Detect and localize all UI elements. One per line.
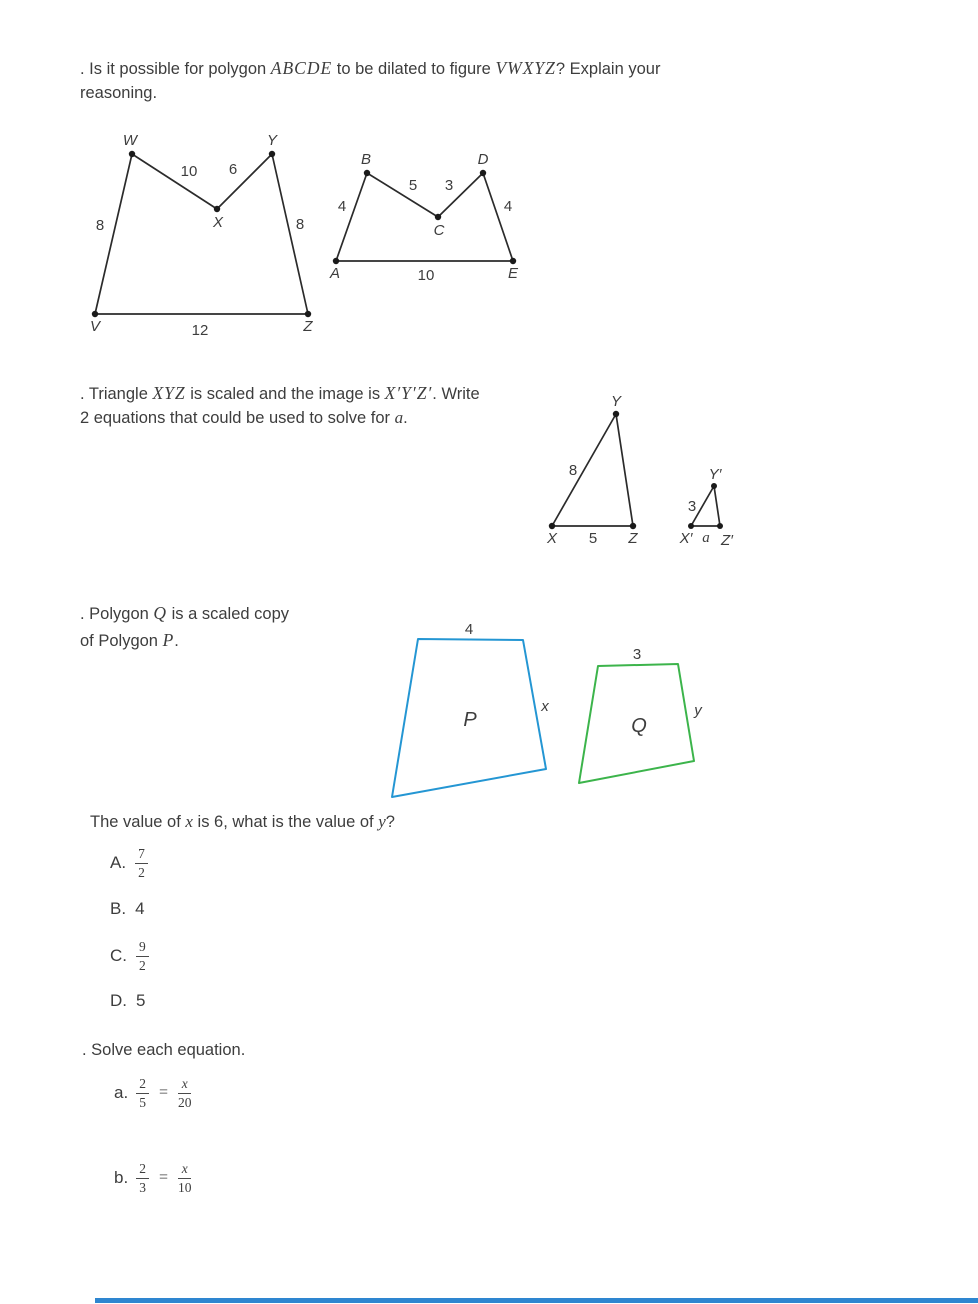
side-label-xpyp: 3: [687, 498, 697, 515]
vertex-label-y: Y: [266, 132, 278, 149]
choice-c-fraction: [136, 939, 149, 973]
vertex-label-z: Z: [628, 530, 638, 547]
choice-d-value: 5: [136, 991, 146, 1010]
side-label-vz: 12: [191, 322, 209, 339]
q2-image-xpypzp: X′Y′Z′: [384, 383, 433, 403]
equals-sign: =: [158, 1169, 168, 1187]
vertex-label-b: B: [360, 151, 372, 168]
equation-b-label: b.: [114, 1168, 129, 1188]
vertex-dot-y: [613, 411, 619, 417]
q3-line2a: of Polygon: [80, 632, 163, 650]
fraction-denominator: 3: [139, 1179, 146, 1195]
side-label-yz: 8: [295, 216, 305, 233]
fraction-numerator: x: [178, 1161, 192, 1179]
bottom-page-rule: [95, 1298, 978, 1303]
polygon-vwxyz: [95, 154, 308, 314]
choice-c: [110, 939, 149, 973]
q2-line2end: .: [403, 409, 408, 427]
vertex-dot-d: [480, 170, 486, 176]
choice-a-fraction: [135, 846, 148, 880]
vertex-label-z: Z: [303, 318, 313, 335]
figure-polygons-p-q: [385, 612, 710, 807]
side-label-ae: 10: [417, 267, 435, 284]
side-label-bc: 5: [408, 177, 418, 194]
polygon-p-label: P: [463, 709, 477, 731]
q2-mid: is scaled and the image is: [185, 385, 385, 403]
fraction-numerator: 2: [136, 1076, 149, 1094]
vertex-label-x: X: [546, 530, 558, 547]
equals-sign: =: [158, 1084, 168, 1102]
fraction-denominator: 5: [139, 1094, 146, 1110]
side-label-xy: 8: [568, 462, 578, 479]
choice-b-label: B.: [110, 899, 127, 918]
q-top-side-label: 3: [632, 646, 642, 663]
q2-line2a: 2 equations that could be used to solve for: [80, 409, 395, 427]
equation-a-left-fraction: [136, 1076, 149, 1110]
question-3-text: [80, 600, 380, 654]
vertex-dot-y-prime: [711, 483, 717, 489]
q1-figure-vwxyz: VWXYZ: [495, 58, 556, 78]
choice-a: [110, 846, 148, 880]
fraction-denominator: 10: [177, 1179, 192, 1195]
question-1-text: [80, 56, 760, 105]
fraction-numerator: 2: [136, 1161, 149, 1179]
q1-mid: to be dilated to figure: [332, 60, 496, 78]
side-label-vw: 8: [95, 217, 105, 234]
vq-var-x: x: [185, 812, 193, 831]
side-label-cd: 3: [444, 177, 454, 194]
vertex-label-d: D: [477, 151, 489, 168]
q1-prefix: . Is it possible for polygon: [80, 60, 271, 78]
vertex-dot-a: [333, 258, 339, 264]
vertex-label-c: C: [433, 222, 445, 239]
fraction-denominator: 20: [177, 1094, 192, 1110]
vertex-dot-x: [214, 206, 220, 212]
vertex-dot-z: [305, 311, 311, 317]
q3-polygon-q: Q: [153, 603, 168, 623]
side-label-xpzp: a: [702, 530, 710, 546]
vertex-dot-v: [92, 311, 98, 317]
fraction-denominator: 2: [138, 864, 145, 880]
vertex-label-y: Y: [610, 395, 622, 410]
q2-var-a: a: [394, 408, 404, 427]
polygon-abcde: [336, 173, 513, 261]
q3-prefix: . Polygon: [80, 605, 154, 623]
question-2-text: [80, 381, 560, 430]
equation-a-right-fraction: [178, 1076, 192, 1110]
fraction-denominator: 2: [139, 957, 146, 973]
vq-suffix: ?: [385, 813, 395, 831]
vertex-dot-y: [269, 151, 275, 157]
fraction-numerator: 7: [135, 846, 148, 864]
vertex-label-w: W: [122, 132, 138, 149]
vertex-dot-z-prime: [717, 523, 723, 529]
equation-b-right-fraction: [178, 1161, 192, 1195]
side-label-xz: 5: [588, 530, 598, 547]
p-right-side-label: x: [541, 698, 549, 715]
equation-b-left-fraction: [136, 1161, 149, 1195]
choice-d-label: D.: [110, 991, 127, 1010]
q3-polygon-p: P: [162, 630, 175, 650]
q3-line2end: .: [174, 632, 179, 650]
p-top-side-label: 4: [464, 621, 474, 638]
vertex-dot-c: [435, 214, 441, 220]
vertex-label-v: V: [89, 318, 101, 335]
vertex-label-z-prime: Z′: [721, 532, 733, 549]
q1-polygon-abcde: ABCDE: [270, 58, 333, 78]
polygon-q-label: Q: [631, 715, 647, 737]
equation-a: [114, 1076, 191, 1110]
fraction-numerator: 9: [136, 939, 149, 957]
vertex-dot-w: [129, 151, 135, 157]
value-question-text: [90, 810, 590, 834]
equation-b: [114, 1161, 191, 1195]
vertex-dot-e: [510, 258, 516, 264]
solve-section-title: . Solve each equation.: [82, 1041, 246, 1059]
side-label-de: 4: [503, 198, 513, 215]
choice-b-value: 4: [135, 899, 145, 918]
choice-d: [110, 991, 145, 1011]
q1-line2: reasoning.: [80, 84, 158, 102]
q2-prefix: . Triangle: [80, 385, 153, 403]
choice-c-label: C.: [110, 946, 127, 966]
triangle-xyz: [552, 414, 633, 526]
side-label-ab: 4: [337, 198, 347, 215]
vertex-label-x: X: [212, 214, 224, 231]
vertex-label-x-prime: X′: [679, 530, 693, 547]
choice-b: [110, 899, 145, 919]
vq-prefix: The value of: [90, 813, 186, 831]
q3-mid: is a scaled copy: [167, 605, 290, 623]
vertex-label-e: E: [507, 265, 519, 282]
side-label-wx: 10: [180, 163, 198, 180]
vertex-dot-z: [630, 523, 636, 529]
vertex-label-y-prime: Y′: [708, 466, 722, 483]
figure-polygons-vwxyz-abcde: [70, 130, 530, 345]
vertex-dot-x-prime: [688, 523, 694, 529]
choice-a-label: A.: [110, 853, 127, 873]
side-label-xy: 6: [228, 161, 238, 178]
q-right-side-label: y: [694, 702, 702, 719]
equation-a-label: a.: [114, 1083, 129, 1103]
vertex-dot-b: [364, 170, 370, 176]
figure-triangles-xyz: [540, 395, 755, 555]
q1-suffix: ? Explain your: [555, 60, 661, 78]
vertex-dot-x: [549, 523, 555, 529]
vertex-label-a: A: [329, 265, 341, 282]
fraction-numerator: x: [178, 1076, 192, 1094]
q2-suffix: . Write: [432, 385, 480, 403]
q2-triangle-xyz: XYZ: [152, 383, 186, 403]
vq-mid: is 6, what is the value of: [192, 813, 379, 831]
vq-var-y: y: [378, 812, 386, 831]
